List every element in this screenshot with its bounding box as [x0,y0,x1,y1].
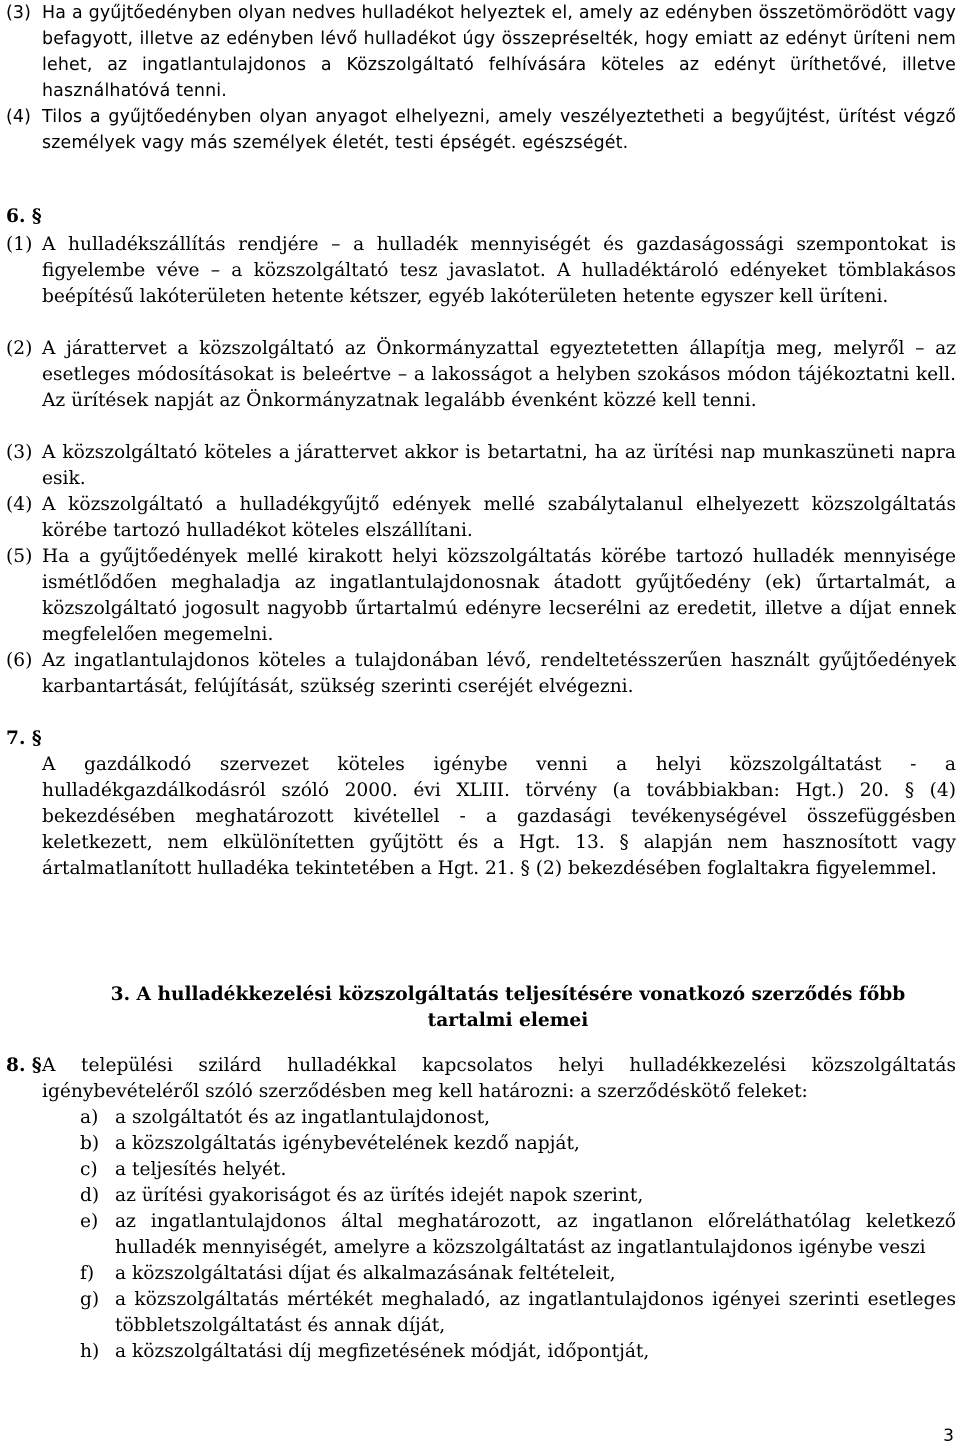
list-item-text: a közszolgáltatási díj megfizetésének módját, időpontját, [115,1341,650,1362]
paragraph-number: (5) [6,546,33,567]
list-item-text: az ürítési gyakoriságot és az ürítés idejét napok szerint, [115,1185,644,1206]
list-item-text: az ingatlantulajdonos által meghatározott, az ingatlanon előreláthatólag keletkező hulladék mennyiségét, amelyre a közszolgáltatást az ingatlantulajdonos igénybe veszi [115,1211,956,1258]
list-item [80,1105,956,1131]
section-6-item-5 [6,544,956,648]
section-number: 7. [6,728,26,749]
list-item-text: a közszolgáltatás igénybevételének kezdő napját, [115,1133,580,1154]
list-item-label: c) [80,1159,98,1180]
paragraph-3-top [6,0,956,104]
section-6-item-1 [6,232,956,310]
chapter-3-title [60,982,956,1034]
section-6-item-2 [6,336,956,414]
list-item [80,1339,956,1365]
chapter-title-line-1: 3. A hulladékkezelési közszolgáltatás teljesítésére vonatkozó szerződés főbb [110,984,906,1005]
paragraph-text: A települési szilárd hulladékkal kapcsolatos helyi hulladékkezelési közszolgáltatás igénybevételéről szóló szerződésben meg kell határozni: a szerződéskötő feleket: [42,1055,956,1102]
paragraph-number: (4) [6,107,32,127]
paragraph-number: (3) [6,3,32,23]
list-item-text: a teljesítés helyét. [115,1159,287,1180]
paragraph-text: Ha a gyűjtőedényben olyan nedves hulladékot helyeztek el, amely az edényben összetömörödött vagy befagyott, illetve az edényben lévő hulladékot úgy összepréselték, hogy emiatt az edényt üríteni nem lehet, az ingatlantulajdonos a Közszolgáltató felhívására köteles az edényt üríthetővé, illetve használhatóvá tenni. [42,3,956,101]
page-number: 3 [943,1426,954,1446]
list-item [80,1157,956,1183]
section-6-item-3 [6,440,956,492]
section-sign: § [25,1055,42,1076]
list-item-label: d) [80,1185,100,1206]
chapter-title-line-2: tartalmi elemei [427,1010,589,1031]
list-item-text: a közszolgáltatás mértékét meghaladó, az ingatlantulajdonos igényei szerinti esetleges többletszolgáltatást és annak díját, [115,1289,956,1336]
list-item [80,1261,956,1287]
list-item-text: a közszolgáltatási díjat és alkalmazásának feltételeit, [115,1263,616,1284]
section-sign: § [25,728,42,749]
list-item-label: h) [80,1341,100,1362]
section-8-heading [6,1053,42,1079]
section-7-body [6,752,956,882]
list-item-label: e) [80,1211,99,1232]
list-item-label: b) [80,1133,100,1154]
list-item-label: g) [80,1289,100,1310]
section-number: 8. [6,1055,26,1076]
list-item-text: a szolgáltatót és az ingatlantulajdonost, [115,1107,491,1128]
section-6-item-4 [6,492,956,544]
paragraph-number: (2) [6,338,33,359]
paragraph-text: A közszolgáltató köteles a járattervet akkor is betartatni, ha az ürítési nap munkaszüneti napra esik. [42,442,956,489]
paragraph-text: A közszolgáltató a hulladékgyűjtő edények mellé szabálytalanul elhelyezett közszolgáltatás körébe tartozó hulladékot köteles elszállítani. [42,494,956,541]
paragraph-number: (3) [6,442,33,463]
list-item [80,1131,956,1157]
section-8-intro [6,1053,956,1105]
section-7-heading [6,726,42,752]
paragraph-text: Az ingatlantulajdonos köteles a tulajdonában lévő, rendeltetésszerűen használt gyűjtőedények karbantartását, felújítását, szükség szerinti cseréjét elvégezni. [42,650,956,697]
paragraph-text: A gazdálkodó szervezet köteles igénybe venni a helyi közszolgáltatást - a hulladékgazdálkodásról szóló 2000. évi XLIII. törvény (a továbbiakban: Hgt.) 20. § (4) bekezdésében meghatározott kivétellel - a gazdasági tevékenységével összefüggésben keletkezett, nem elkülönítetten gyűjtött és a Hgt. 13. § alapján nem hasznosított vagy ártalmatlanított hulladéka tekintetében a Hgt. 21. § (2) bekezdésében foglaltakra figyelemmel. [42,754,956,879]
paragraph-number: (6) [6,650,33,671]
list-item [80,1183,956,1209]
paragraph-text: Tilos a gyűjtőedényben olyan anyagot elhelyezni, amely veszélyeztetheti a begyűjtést, ürítést végző személyek vagy más személyek életét, testi épségét. egészségét. [42,107,956,153]
list-item-label: a) [80,1107,99,1128]
section-sign: § [25,206,42,227]
section-6-heading [6,204,42,230]
paragraph-number: (4) [6,494,33,515]
list-item-label: f) [80,1263,95,1284]
paragraph-text: A járattervet a közszolgáltató az Önkormányzattal egyeztetetten állapítja meg, melyről – az esetleges módosításokat is beleértve – a lakosságot a helyben szokásos módon tájékoztatni kell. Az ürítések napját az Önkormányzatnak legalább évenként közzé kell tenni. [42,338,956,411]
paragraph-4-top [6,104,956,156]
list-item [80,1209,956,1261]
paragraph-text: A hulladékszállítás rendjére – a hulladék mennyiségét és gazdaságossági szempontokat is figyelembe véve – a közszolgáltató tesz javaslatot. A hulladéktároló edényeket tömblakásos beépítésű lakóterületen hetente kétszer, egyéb lakóterületen hetente egyszer kell üríteni. [42,234,956,307]
section-number: 6. [6,206,26,227]
list-item [80,1287,956,1339]
paragraph-number: (1) [6,234,33,255]
section-6-item-6 [6,648,956,700]
paragraph-text: Ha a gyűjtőedények mellé kirakott helyi közszolgáltatás körébe tartozó hulladék mennyisége ismétlődően meghaladja az ingatlantulajdonosnak átadott gyűjtőedény (ek) űrtartalmát, a közszolgáltató jogosult nagyobb űrtartalmú edényre lecserélni az eredetit, illetve a díjat ennek megfelelően megemelni. [42,546,956,645]
section-8-list [80,1105,956,1365]
